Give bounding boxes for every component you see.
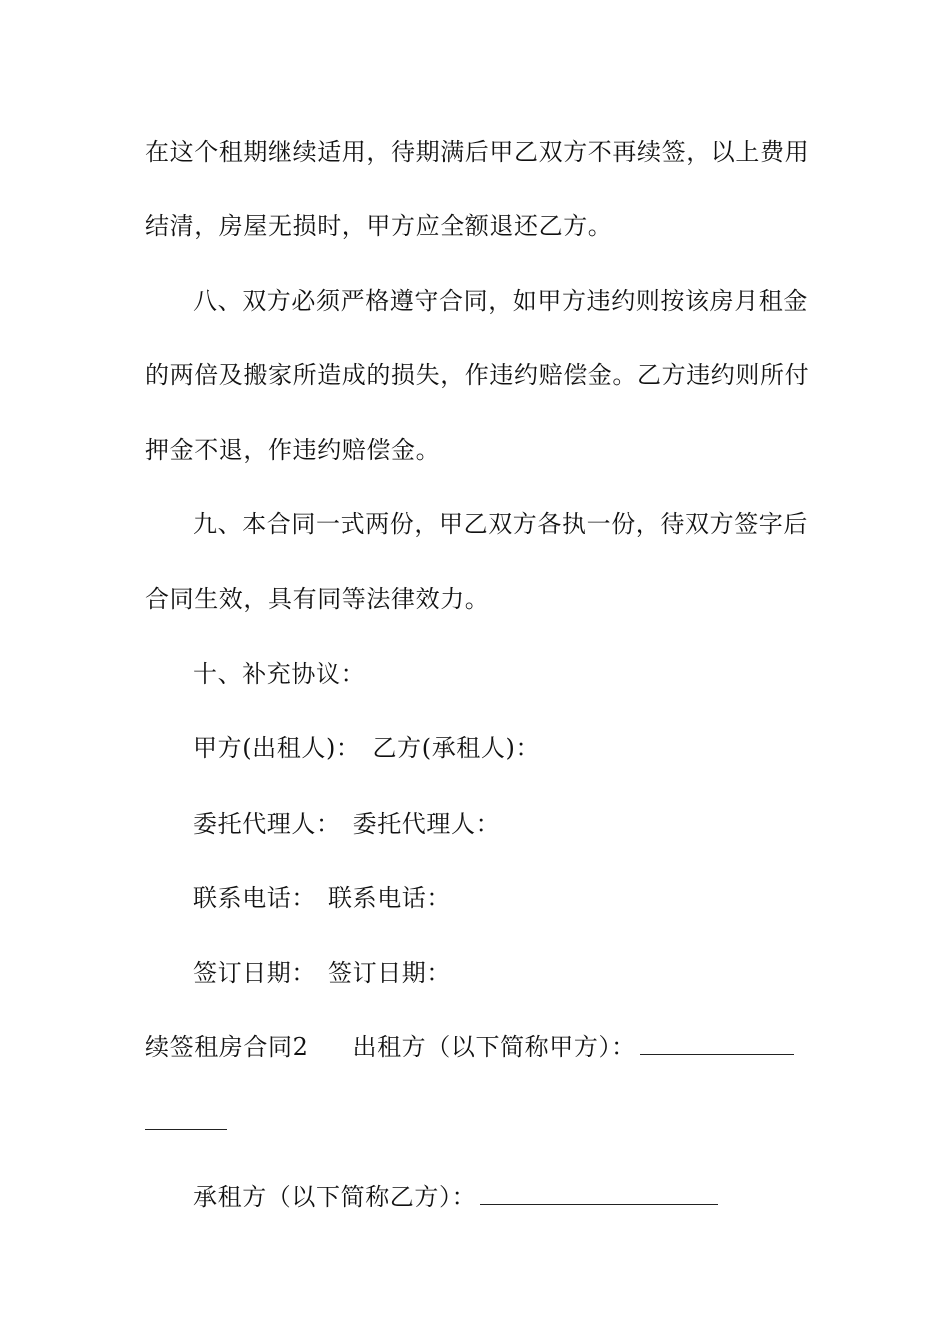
clause-eight-line: 八、双方必须严格遵守合同，如甲方违约则按该房月租金 (193, 287, 808, 315)
agent-a-label: 委托代理人： (193, 810, 341, 838)
clause-nine-line: 九、本合同一式两份，甲乙双方各执一份，待双方签字后 (193, 510, 808, 538)
signature-party-row (193, 732, 807, 764)
phone-a-label: 联系电话： (193, 884, 316, 912)
signature-phone-row (193, 882, 807, 914)
lessor-blank (640, 1034, 794, 1055)
lessee-label: 承租方（以下简称乙方）： (193, 1183, 477, 1211)
paragraph-line: 结清，房屋无损时，甲方应全额退还乙方。 (145, 212, 613, 240)
section-two-heading-row (145, 1031, 807, 1063)
signature-agent-row (193, 808, 807, 840)
signature-date-row (193, 957, 807, 989)
clause-ten-line: 十、补充协议： (193, 660, 366, 688)
section-two-title: 续签租房合同2 (145, 1033, 309, 1061)
date-a-label: 签订日期： (193, 959, 316, 987)
lessor-blank-tail (145, 1109, 227, 1130)
paragraph-line: 在这个租期继续适用，待期满后甲乙双方不再续签，以上费用 (145, 138, 810, 166)
lessee-blank (480, 1184, 718, 1205)
party-a-label: 甲方(出租人)： (193, 734, 361, 762)
paragraph-line: 的两倍及搬家所造成的损失，作违约赔偿金。乙方违约则所付 (145, 361, 810, 389)
paragraph-line: 押金不退，作违约赔偿金。 (145, 436, 441, 464)
agent-b-label: 委托代理人： (352, 810, 501, 838)
paragraph-line: 合同生效，具有同等法律效力。 (145, 585, 490, 613)
date-b-label: 签订日期： (328, 959, 451, 987)
party-b-label: 乙方(承租人)： (372, 734, 541, 762)
phone-b-label: 联系电话： (328, 884, 451, 912)
lessor-label: 出租方（以下简称甲方）： (352, 1033, 636, 1061)
lessor-blank-continuation (145, 1106, 807, 1138)
lessee-row (193, 1181, 807, 1213)
